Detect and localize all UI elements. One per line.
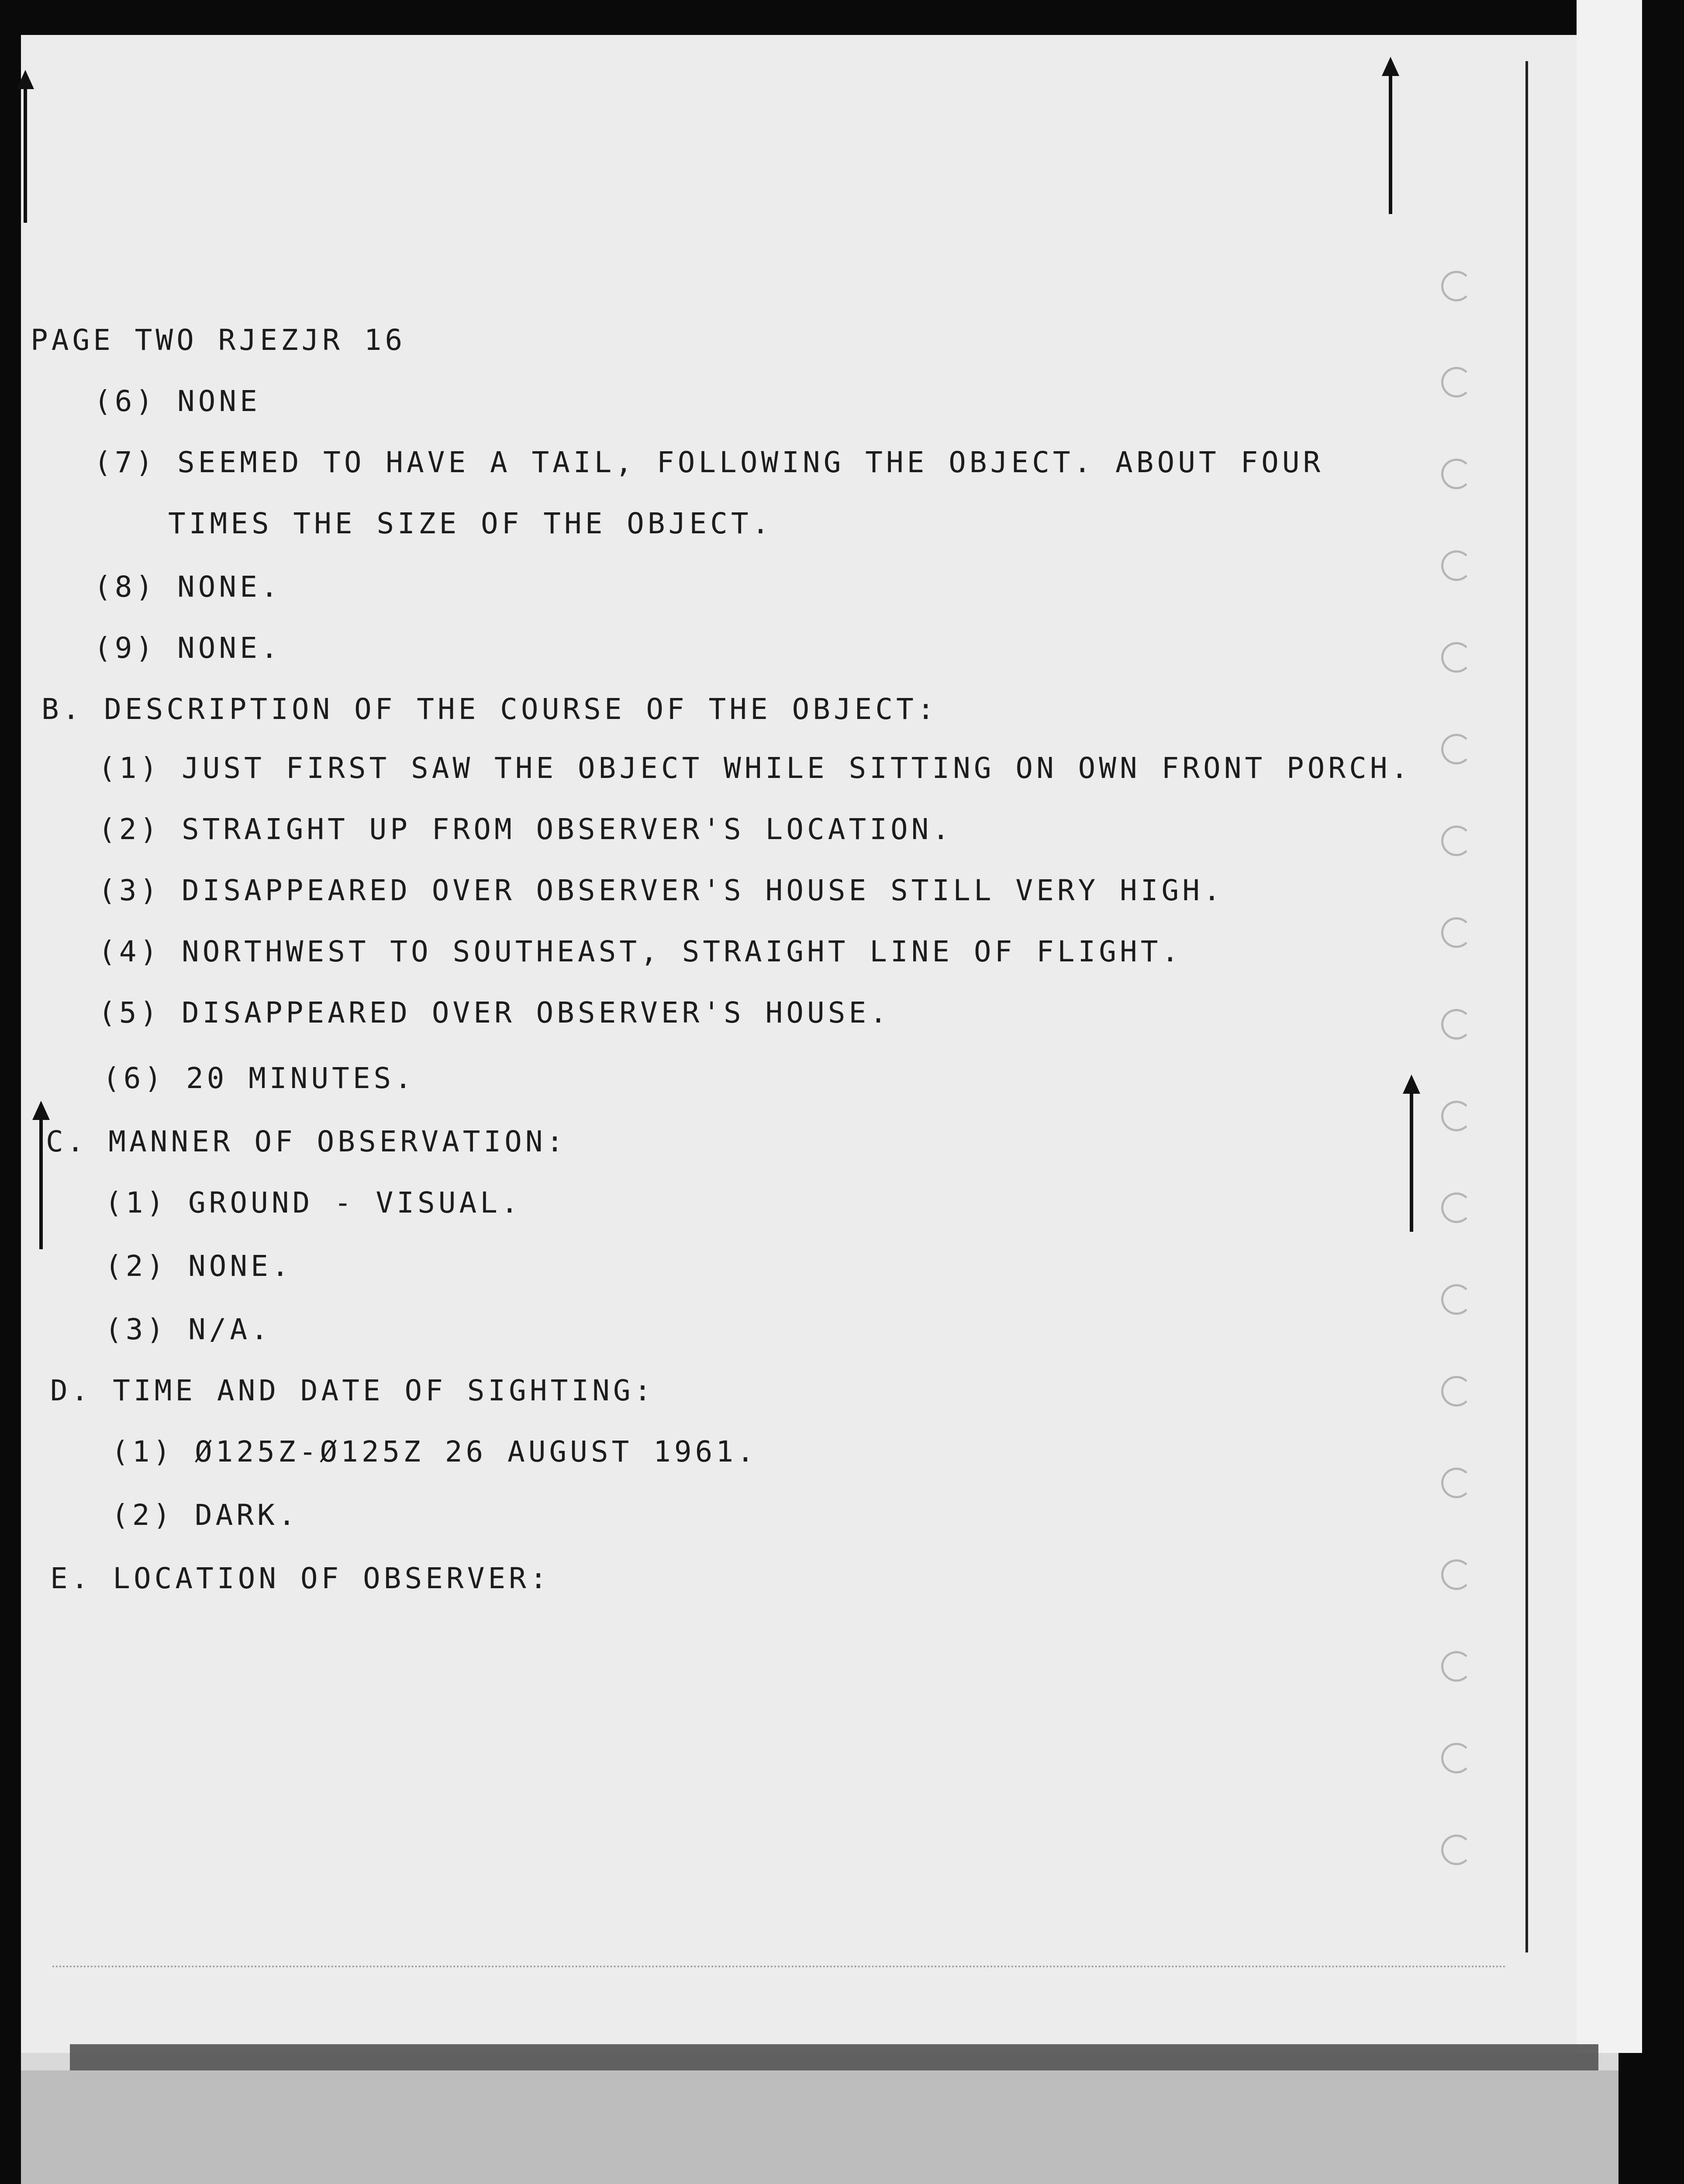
feed-hole-icon: [1441, 1651, 1472, 1682]
document-line: (2) NONE.: [105, 1249, 293, 1283]
up-arrow-icon: [24, 87, 27, 223]
feed-hole-icon: [1441, 917, 1472, 948]
document-line: (3) N/A.: [105, 1313, 272, 1346]
feed-hole-icon: [1441, 1009, 1472, 1040]
feed-hole-icon: [1441, 271, 1472, 301]
page-bottom-shadow: [70, 2044, 1598, 2070]
section-heading: B. DESCRIPTION OF THE COURSE OF THE OBJECT:: [41, 692, 938, 726]
feed-hole-icon: [1441, 1101, 1472, 1131]
section-heading: E. LOCATION OF OBSERVER:: [50, 1562, 551, 1595]
document-line: (3) DISAPPEARED OVER OBSERVER'S HOUSE STILL VERY HIGH.: [98, 874, 1224, 907]
document-line: (6) 20 MINUTES.: [103, 1061, 416, 1095]
document-line: (6) NONE: [94, 384, 261, 418]
lower-background: [21, 2070, 1618, 2184]
film-border-left: [0, 0, 21, 2184]
up-arrow-icon: [1389, 74, 1392, 214]
perforation-line: [52, 1966, 1507, 1967]
document-line: (1) Ø125Z-Ø125Z 26 AUGUST 1961.: [111, 1435, 758, 1469]
document-line: (7) SEEMED TO HAVE A TAIL, FOLLOWING THE OBJECT. ABOUT FOUR: [94, 446, 1324, 479]
document-line: (1) JUST FIRST SAW THE OBJECT WHILE SITTING ON OWN FRONT PORCH.: [98, 751, 1412, 785]
feed-hole-icon: [1441, 826, 1472, 856]
feed-hole-icon: [1441, 1743, 1472, 1773]
document-line: (2) DARK.: [111, 1498, 299, 1532]
document-line: (5) DISAPPEARED OVER OBSERVER'S HOUSE.: [98, 996, 890, 1030]
document-line: (8) NONE.: [94, 570, 282, 604]
feed-hole-icon: [1441, 1192, 1472, 1223]
document-line: (1) GROUND - VISUAL.: [105, 1186, 522, 1220]
section-heading: D. TIME AND DATE OF SIGHTING:: [50, 1374, 655, 1407]
page-header: PAGE TWO RJEZJR 16: [31, 323, 406, 357]
document-line: (4) NORTHWEST TO SOUTHEAST, STRAIGHT LINE OF FLIGHT.: [98, 935, 1183, 968]
feed-hole-icon: [1441, 1376, 1472, 1406]
section-heading: C. MANNER OF OBSERVATION:: [46, 1125, 567, 1158]
document-line: TIMES THE SIZE OF THE OBJECT.: [168, 507, 773, 540]
feed-hole-icon: [1441, 459, 1472, 489]
feed-hole-icon: [1441, 367, 1472, 397]
page-edge-rule: [1525, 61, 1528, 1952]
tractor-feed-strip: [1577, 0, 1642, 2053]
feed-hole-icon: [1441, 1284, 1472, 1315]
feed-hole-icon: [1441, 1468, 1472, 1498]
document-line: (9) NONE.: [94, 631, 282, 665]
feed-hole-icon: [1441, 1559, 1472, 1590]
up-arrow-icon: [1410, 1092, 1413, 1232]
feed-hole-icon: [1441, 642, 1472, 673]
up-arrow-icon: [39, 1118, 43, 1249]
feed-hole-icon: [1441, 1835, 1472, 1865]
document-line: (2) STRAIGHT UP FROM OBSERVER'S LOCATION.: [98, 812, 953, 846]
feed-hole-icon: [1441, 550, 1472, 581]
feed-hole-icon: [1441, 734, 1472, 764]
